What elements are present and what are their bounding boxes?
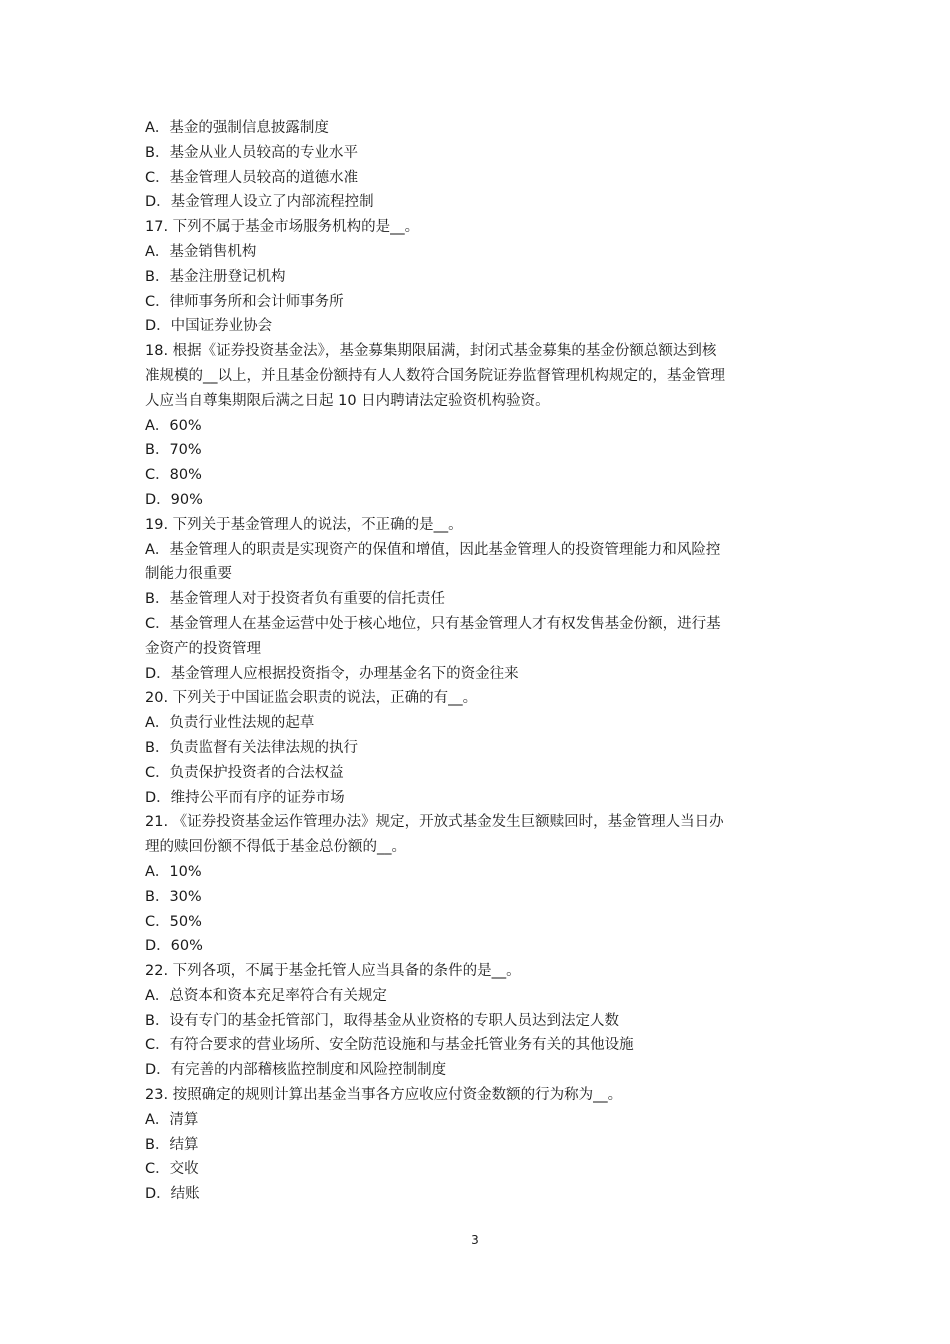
option-line: C．基金管理人员较高的道德水准 — [145, 169, 359, 186]
option-line: A．清算 — [145, 1111, 199, 1128]
option-line: C．基金管理人在基金运营中处于核心地位，只有基金管理人才有权发售基金份额，进行基 — [145, 615, 721, 632]
option-line: C．交收 — [145, 1161, 199, 1178]
option-line: B．30% — [145, 888, 202, 905]
option-line: B．70% — [145, 442, 202, 459]
question-line: 20. 下列关于中国证监会职责的说法，正确的有__。 — [145, 690, 478, 707]
option-line: D．基金管理人应根据投资指令，办理基金名下的资金往来 — [145, 665, 519, 682]
option-line: C．律师事务所和会计师事务所 — [145, 293, 344, 310]
text-line: 准规模的__以上，并且基金份额持有人人数符合国务院证券监督管理机构规定的，基金管理 — [145, 367, 725, 384]
question-line: 22. 下列各项，不属于基金托管人应当具备的条件的是__。 — [145, 963, 521, 980]
question-line: 19. 下列关于基金管理人的说法，不正确的是__。 — [145, 516, 463, 533]
text-line: 金资产的投资管理 — [145, 640, 261, 657]
document-body — [145, 116, 810, 1207]
option-line: B．基金从业人员较高的专业水平 — [145, 144, 358, 161]
option-line: A．总资本和资本充足率符合有关规定 — [145, 987, 387, 1004]
option-line: B．负责监督有关法律法规的执行 — [145, 739, 358, 756]
option-line: B．基金注册登记机构 — [145, 268, 286, 285]
option-line: A．基金的强制信息披露制度 — [145, 120, 329, 136]
page-number: 3 — [471, 1233, 479, 1247]
option-line: C．负责保护投资者的合法权益 — [145, 764, 344, 781]
option-line: D．基金管理人设立了内部流程控制 — [145, 194, 374, 211]
option-line: B．基金管理人对于投资者负有重要的信托责任 — [145, 591, 445, 608]
option-line: A．负责行业性法规的起草 — [145, 715, 315, 732]
option-line: C．有符合要求的营业场所、安全防范设施和与基金托管业务有关的其他设施 — [145, 1037, 634, 1054]
text-line: 制能力很重要 — [145, 566, 232, 583]
option-line: D．有完善的内部稽核监控制度和风险控制制度 — [145, 1062, 447, 1079]
text-line: 理的赎回份额不得低于基金总份额的__。 — [145, 839, 406, 856]
option-line: B．设有专门的基金托管部门，取得基金从业资格的专职人员达到法定人数 — [145, 1012, 619, 1029]
option-line: C．80% — [145, 467, 202, 484]
option-line: B．结算 — [145, 1136, 199, 1153]
option-line: C．50% — [145, 913, 202, 930]
option-line: A．基金销售机构 — [145, 243, 257, 260]
question-line: 21. 《证券投资基金运作管理办法》规定，开放式基金发生巨额赎回时，基金管理人当日办 — [145, 814, 724, 831]
option-line: A．10% — [145, 863, 202, 880]
option-line: D．中国证券业协会 — [145, 318, 273, 335]
option-line: A．60% — [145, 417, 202, 434]
question-line: 17. 下列不属于基金市场服务机构的是__。 — [145, 219, 420, 236]
option-line: A．基金管理人的职责是实现资产的保值和增值，因此基金管理人的投资管理能力和风险控 — [145, 541, 721, 558]
text-line: 人应当自尊集期限后满之日起 10 日内聘请法定验资机构验资。 — [145, 392, 550, 409]
option-line: D．60% — [145, 938, 203, 955]
question-line: 23. 按照确定的规则计算出基金当事各方应收应付资金数额的行为称为__。 — [145, 1087, 623, 1104]
option-line: D．结账 — [145, 1186, 200, 1203]
question-line: 18. 根据《证券投资基金法》，基金募集期限届满，封闭式基金募集的基金份额总额达到核 — [145, 343, 717, 360]
option-line: D．90% — [145, 491, 203, 508]
option-line: D．维持公平而有序的证券市场 — [145, 789, 345, 806]
